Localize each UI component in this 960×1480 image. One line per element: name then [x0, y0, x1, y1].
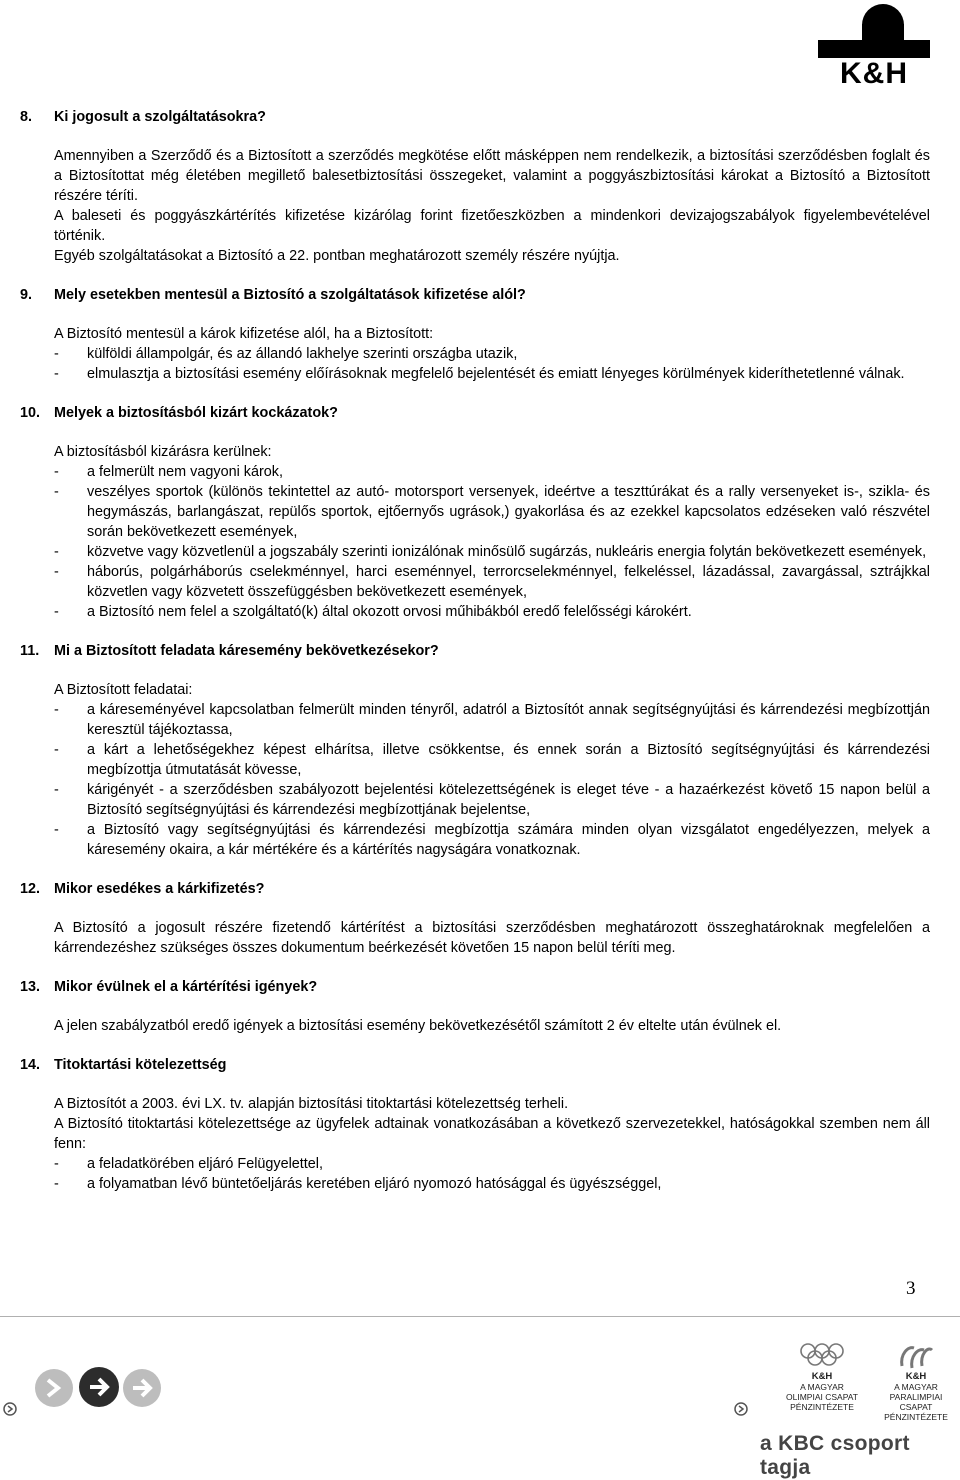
list-item: - kárigényét - a szerződésben szabályozott bejelentési kötelezettségének is eleget téve - a hazaérkezést követő 15 napon belül a Biztosító segítségnyújtási és kárrendezési megbízottjának bejelentse, — [54, 782, 930, 818]
arrow-right-icon[interactable] — [122, 1368, 162, 1408]
kbc-tagline: a KBC csoport tagja — [760, 1432, 910, 1479]
logo-bar — [818, 40, 930, 58]
section-heading: 9. Mely esetekben mentesül a Biztosító a szolgáltatások kifizetése alól? — [20, 287, 526, 303]
list-item: - a folyamatban lévő büntetőeljárás keretében eljáró nyomozó hatósággal és ügyészséggel, — [54, 1176, 662, 1192]
list-item: - a kárt a lehetőségekhez képest elhárítsa, illetve csökkentse, és ennek során a Biztosító segítségnyújtási és kárrendezési megbízottja útmutatását kövesse, — [54, 742, 930, 778]
logo-text: K&H — [840, 57, 908, 90]
section-heading: 12. Mikor esedékes a kárkifizetés? — [20, 881, 265, 897]
paragraph: Amennyiben a Szerződő és a Biztosított a szerződés megkötése előtt másképpen nem rendelkezik, a biztosítási szerződésben foglalt és a Biztosítottat még életében megillető balesetbiztosítási összegeket, valamint a poggyászbiztosítási károkat a Biztosító a Biztosított részére téríti. — [54, 148, 930, 204]
paragraph: A biztosításból kizárásra kerülnek: — [54, 444, 272, 460]
section-body — [20, 1094, 930, 1154]
page-number: 3 — [906, 1278, 916, 1299]
list-item: - közvetve vagy közvetlenül a jogszabály szerinti ionizálónak minősülő sugárzás, nukleáris energia folytán bekövetkezett események, — [54, 544, 927, 560]
paralympic-agitos-icon — [896, 1342, 936, 1372]
section-heading: 8. Ki jogosult a szolgáltatásokra? — [20, 109, 266, 125]
small-arrow-icon — [734, 1402, 748, 1416]
olympic-rings-icon — [799, 1342, 845, 1368]
document-body — [20, 107, 930, 1194]
footer-divider — [0, 1316, 960, 1317]
paragraph: A Biztosító titoktartási kötelezettsége az ügyfelek adtainak vonatkozásában a következő szervezetekkel, hatóságokkal szemben nem áll fenn: — [54, 1116, 930, 1152]
kh-logo — [818, 4, 930, 90]
section-heading: 13. Mikor évülnek el a kártérítési igények? — [20, 979, 318, 995]
list-item: - a felmerült nem vagyoni károk, — [54, 464, 283, 480]
section-heading: 14. Titoktartási kötelezettség — [20, 1057, 227, 1073]
paragraph: A baleseti és poggyászkártérítés kifizetése kizárólag forint fizetőeszközben a mindenkori devizajogszabályok figyelembevételével történik. — [54, 208, 930, 244]
list-item: - háborús, polgárháborús cselekménnyel, harci eseménnyel, terrorcselekménnyel, felkeléssel, lázadással, zavargással, sztrájkkal közvetlen vagy közvetett összefüggésben bekövetkezett események, — [54, 564, 930, 600]
paragraph: A Biztosító mentesül a károk kifizetése alól, ha a Biztosított: — [54, 326, 434, 342]
arrow-right-icon[interactable] — [34, 1368, 74, 1408]
section-body — [20, 442, 930, 622]
paralympic-badge: K&H A MAGYAR PARALIMPIAI CSAPAT PÉNZINTÉZETE — [876, 1342, 956, 1422]
section-body — [20, 324, 930, 384]
section-body — [20, 918, 930, 958]
list-item: - a feladatkörében eljáró Felügyelettel, — [54, 1156, 323, 1172]
section-body — [20, 1016, 930, 1036]
list-item: - a Biztosító nem felel a szolgáltató(k) által okozott orvosi műhibákból eredő felelősségi károkért. — [54, 604, 692, 620]
list-item: - külföldi állampolgár, és az állandó lakhelye szerinti országba utazik, — [54, 346, 518, 362]
list-item: - a Biztosító vagy segítségnyújtási és kárrendezési megbízottja számára minden olyan vizsgálatot engedélyezzen, melyek a káresemény okaira, a kár mértékére és a kártérítés nagyságára vonatkoznak. — [54, 822, 930, 858]
paragraph: A Biztosító a jogosult részére fizetendő kártérítést a biztosítási szerződésben meghatározott összeghatároknak megfelelően a kárrendezéshez szükséges összes dokumentum beérkezését követően 15 napon belül téríti meg. — [54, 920, 930, 956]
section-heading: 10. Melyek a biztosításból kizárt kockázatok? — [20, 405, 338, 421]
section-heading: 11. Mi a Biztosított feladata káresemény bekövetkezésekor? — [20, 643, 439, 659]
small-arrow-icon — [3, 1402, 17, 1416]
paragraph: A jelen szabályzatból eredő igények a biztosítási esemény bekövetkezésétől számított 2 év eltelte után évülnek el. — [54, 1018, 782, 1034]
arrow-right-icon[interactable] — [78, 1366, 120, 1408]
section-body — [20, 146, 930, 266]
list-item: - veszélyes sportok (különös tekintettel az autó- motorsport versenyek, ideértve a teszttúrákat és a rally versenyeket is-, szikla- és hegymászás, barlangászat, repülős sportok, ejtőernyős ugrások,) gyakorlása és az ezekkel kapcsolatos edzéseken való részvétel során bekövetkezett események, — [54, 484, 930, 540]
list-item: - elmulasztja a biztosítási esemény előírásoknak megfelelő bejelentését és emiatt lényeges körülmények kideríthetetlenné válnak. — [54, 366, 905, 382]
paragraph: A Biztosított feladatai: — [54, 682, 193, 698]
olympic-badge: K&H A MAGYAR OLIMPIAI CSAPAT PÉNZINTÉZETE — [782, 1342, 862, 1412]
list-item: - a káreseményével kapcsolatban felmerült minden tényről, adatról a Biztosítót annak segítségnyújtási és kárrendezési megbízottján keresztül tájékoztassa, — [54, 702, 930, 738]
paragraph: Egyéb szolgáltatásokat a Biztosító a 22. pontban meghatározott személy részére nyújtja. — [54, 248, 620, 264]
paragraph: A Biztosítót a 2003. évi LX. tv. alapján biztosítási titoktartási kötelezettség terheli. — [54, 1096, 569, 1112]
section-body — [20, 680, 930, 860]
